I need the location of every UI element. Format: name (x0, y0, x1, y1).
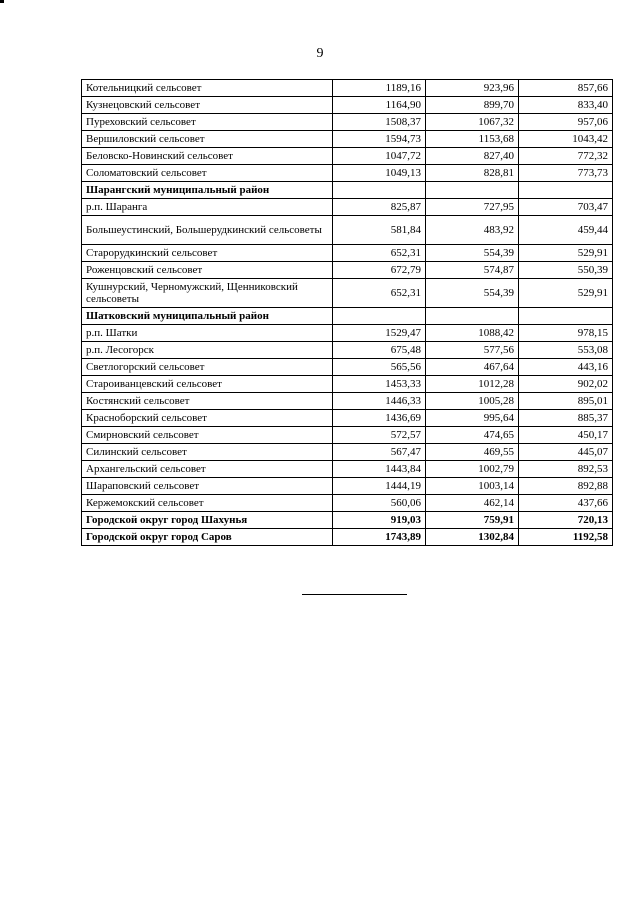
row-value-3-cell: 443,16 (519, 359, 613, 376)
row-name-cell: р.п. Шатки (82, 325, 333, 342)
table-row (82, 114, 613, 131)
row-value-1-cell: 1443,84 (333, 461, 426, 478)
table-row-heading (82, 308, 613, 325)
row-value-1-cell (333, 308, 426, 325)
row-value-2-cell: 467,64 (426, 359, 519, 376)
row-value-1-cell: 1743,89 (333, 529, 426, 546)
footer-rule (302, 594, 407, 595)
row-value-3-cell: 459,44 (519, 216, 613, 245)
row-value-3-cell: 892,88 (519, 478, 613, 495)
row-name-cell: Староиванцевский сельсовет (82, 376, 333, 393)
row-name-cell: р.п. Лесогорск (82, 342, 333, 359)
row-value-3-cell: 529,91 (519, 279, 613, 308)
row-name-cell: Шарангский муниципальный район (82, 182, 333, 199)
row-name-cell: Архангельский сельсовет (82, 461, 333, 478)
row-value-1-cell: 572,57 (333, 427, 426, 444)
table-row (82, 80, 613, 97)
row-value-3-cell: 857,66 (519, 80, 613, 97)
row-name-cell: р.п. Шаранга (82, 199, 333, 216)
row-name-cell: Роженцовский сельсовет (82, 262, 333, 279)
row-value-2-cell (426, 308, 519, 325)
row-name-cell: Вершиловский сельсовет (82, 131, 333, 148)
row-name-cell: Котельницкий сельсовет (82, 80, 333, 97)
row-name-cell: Костянский сельсовет (82, 393, 333, 410)
row-name-cell: Кержемокский сельсовет (82, 495, 333, 512)
row-value-1-cell: 560,06 (333, 495, 426, 512)
row-value-3-cell: 553,08 (519, 342, 613, 359)
table-row (82, 97, 613, 114)
table-row (82, 478, 613, 495)
row-value-2-cell: 1302,84 (426, 529, 519, 546)
row-value-1-cell: 1436,69 (333, 410, 426, 427)
row-value-3-cell: 978,15 (519, 325, 613, 342)
row-name-cell: Соломатовский сельсовет (82, 165, 333, 182)
table-row (82, 359, 613, 376)
row-value-2-cell: 1012,28 (426, 376, 519, 393)
row-value-2-cell: 1067,32 (426, 114, 519, 131)
row-value-2-cell: 759,91 (426, 512, 519, 529)
row-value-3-cell: 957,06 (519, 114, 613, 131)
row-value-1-cell: 1446,33 (333, 393, 426, 410)
row-value-3-cell: 445,07 (519, 444, 613, 461)
row-value-2-cell: 1005,28 (426, 393, 519, 410)
table-row (82, 376, 613, 393)
row-name-cell: Шатковский муниципальный район (82, 308, 333, 325)
row-value-1-cell: 565,56 (333, 359, 426, 376)
table-row (82, 262, 613, 279)
row-value-2-cell: 995,64 (426, 410, 519, 427)
table-row (82, 444, 613, 461)
table-row (82, 393, 613, 410)
scan-corner-mark (0, 0, 4, 3)
table-row (82, 495, 613, 512)
row-name-cell: Смирновский сельсовет (82, 427, 333, 444)
row-value-2-cell: 923,96 (426, 80, 519, 97)
table-row-heading (82, 529, 613, 546)
row-value-2-cell: 577,56 (426, 342, 519, 359)
row-value-1-cell: 581,84 (333, 216, 426, 245)
row-name-cell: Большеустинский, Большерудкинский сельсоветы (82, 216, 333, 245)
row-value-1-cell: 567,47 (333, 444, 426, 461)
table-row (82, 245, 613, 262)
row-value-2-cell: 554,39 (426, 279, 519, 308)
row-name-cell: Старорудкинский сельсовет (82, 245, 333, 262)
row-value-1-cell: 1444,19 (333, 478, 426, 495)
row-value-1-cell: 1164,90 (333, 97, 426, 114)
row-value-2-cell: 727,95 (426, 199, 519, 216)
row-value-1-cell: 675,48 (333, 342, 426, 359)
table-row (82, 131, 613, 148)
row-value-3-cell: 550,39 (519, 262, 613, 279)
row-value-2-cell: 827,40 (426, 148, 519, 165)
row-value-2-cell: 828,81 (426, 165, 519, 182)
row-value-3-cell: 1192,58 (519, 529, 613, 546)
table-body (82, 80, 613, 546)
row-value-2-cell: 1153,68 (426, 131, 519, 148)
row-value-1-cell: 652,31 (333, 245, 426, 262)
row-value-1-cell (333, 182, 426, 199)
table-row (82, 165, 613, 182)
row-value-1-cell: 672,79 (333, 262, 426, 279)
row-value-3-cell: 772,32 (519, 148, 613, 165)
row-value-3-cell: 773,73 (519, 165, 613, 182)
row-value-2-cell: 1002,79 (426, 461, 519, 478)
row-value-3-cell (519, 182, 613, 199)
row-value-3-cell: 1043,42 (519, 131, 613, 148)
table-row-heading (82, 512, 613, 529)
tariff-table (81, 79, 613, 546)
row-value-3-cell (519, 308, 613, 325)
row-value-2-cell: 1003,14 (426, 478, 519, 495)
table-row (82, 216, 613, 245)
row-name-cell: Беловско-Новинский сельсовет (82, 148, 333, 165)
row-value-1-cell: 825,87 (333, 199, 426, 216)
row-value-1-cell: 1047,72 (333, 148, 426, 165)
row-name-cell: Светлогорский сельсовет (82, 359, 333, 376)
row-value-2-cell: 469,55 (426, 444, 519, 461)
table-row (82, 410, 613, 427)
row-value-3-cell: 437,66 (519, 495, 613, 512)
row-value-2-cell (426, 182, 519, 199)
row-value-2-cell: 483,92 (426, 216, 519, 245)
row-name-cell: Шараповский сельсовет (82, 478, 333, 495)
table-row (82, 148, 613, 165)
row-name-cell: Силинский сельсовет (82, 444, 333, 461)
row-value-3-cell: 902,02 (519, 376, 613, 393)
row-value-2-cell: 899,70 (426, 97, 519, 114)
row-name-cell: Городской округ город Шахунья (82, 512, 333, 529)
row-value-1-cell: 652,31 (333, 279, 426, 308)
row-value-3-cell: 529,91 (519, 245, 613, 262)
row-value-3-cell: 833,40 (519, 97, 613, 114)
row-value-3-cell: 895,01 (519, 393, 613, 410)
row-value-1-cell: 1594,73 (333, 131, 426, 148)
row-value-1-cell: 919,03 (333, 512, 426, 529)
row-value-1-cell: 1189,16 (333, 80, 426, 97)
row-value-2-cell: 474,65 (426, 427, 519, 444)
table-row (82, 199, 613, 216)
table-row (82, 325, 613, 342)
row-value-3-cell: 450,17 (519, 427, 613, 444)
row-name-cell: Красноборский сельсовет (82, 410, 333, 427)
row-value-2-cell: 574,87 (426, 262, 519, 279)
row-value-3-cell: 892,53 (519, 461, 613, 478)
table-row (82, 427, 613, 444)
table-row-heading (82, 182, 613, 199)
row-value-3-cell: 720,13 (519, 512, 613, 529)
row-value-1-cell: 1453,33 (333, 376, 426, 393)
row-name-cell: Городской округ город Саров (82, 529, 333, 546)
row-value-1-cell: 1529,47 (333, 325, 426, 342)
row-value-1-cell: 1049,13 (333, 165, 426, 182)
row-name-cell: Кушнурский, Черномужский, Щенниковский сельсоветы (82, 279, 333, 308)
row-name-cell: Кузнецовский сельсовет (82, 97, 333, 114)
row-value-2-cell: 1088,42 (426, 325, 519, 342)
row-value-2-cell: 462,14 (426, 495, 519, 512)
row-value-3-cell: 885,37 (519, 410, 613, 427)
row-name-cell: Пуреховский сельсовет (82, 114, 333, 131)
table-row (82, 342, 613, 359)
page-number: 9 (316, 46, 324, 61)
row-value-1-cell: 1508,37 (333, 114, 426, 131)
row-value-2-cell: 554,39 (426, 245, 519, 262)
table-row (82, 279, 613, 308)
row-value-3-cell: 703,47 (519, 199, 613, 216)
table-row (82, 461, 613, 478)
